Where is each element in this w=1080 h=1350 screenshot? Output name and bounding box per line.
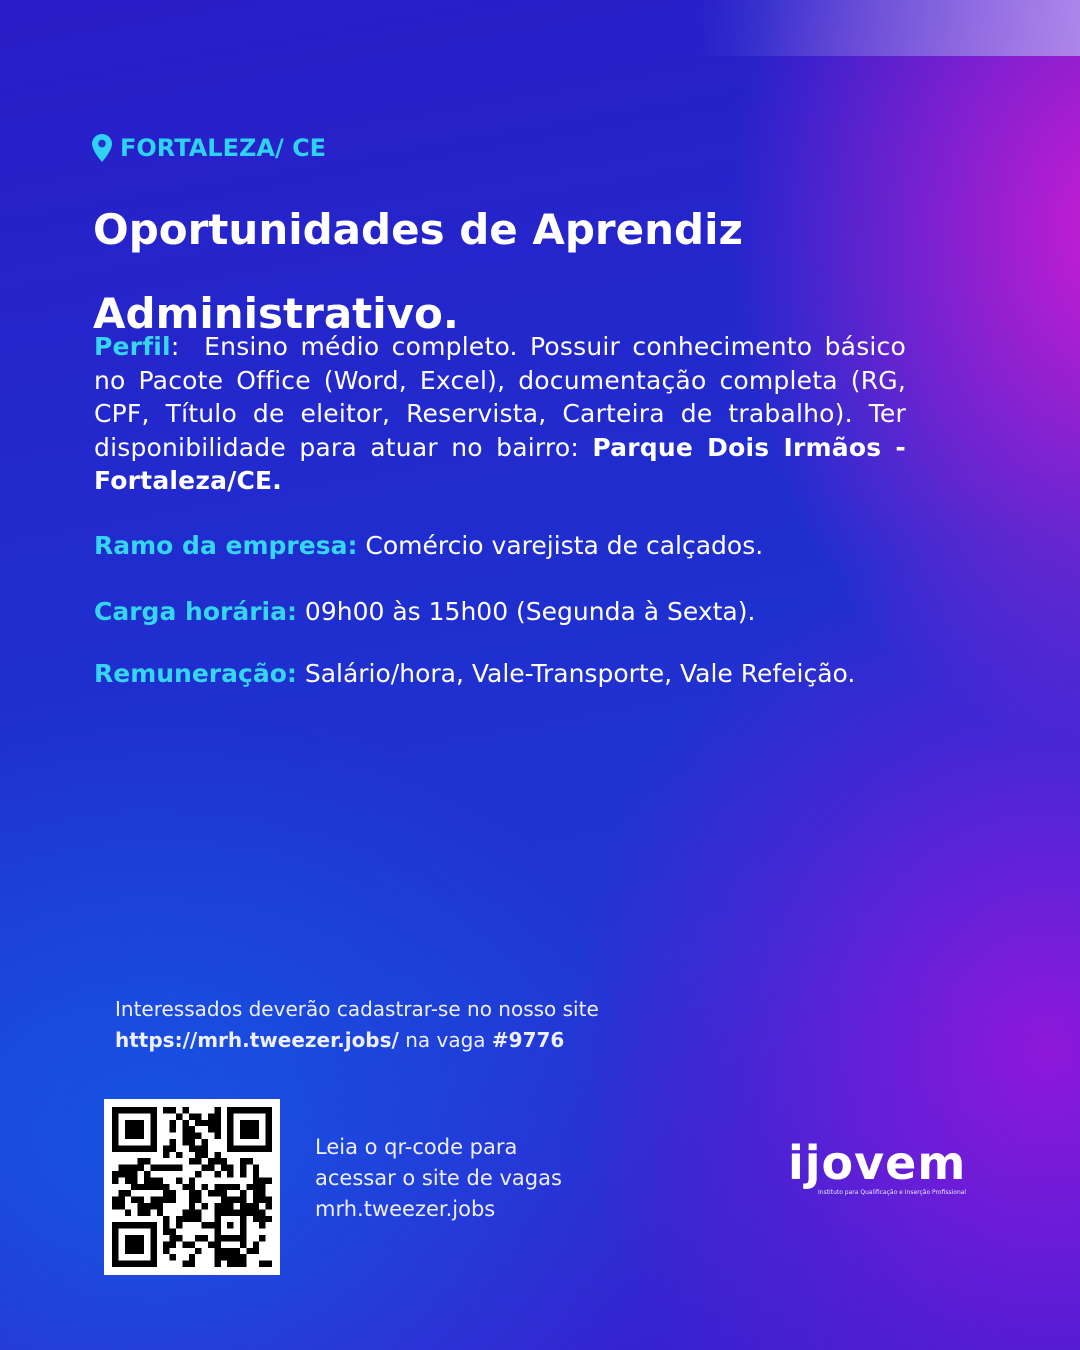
remuneracao-label: Remuneração: <box>94 659 297 688</box>
carga-value: 09h00 às 15h00 (Segunda à Sexta). <box>304 597 756 626</box>
qr-code[interactable] <box>104 1099 280 1275</box>
perfil-separator: : <box>170 332 180 361</box>
cta-block <box>115 994 599 1056</box>
qr-instructions <box>315 1132 562 1225</box>
title-line-2: Administrativo. <box>93 289 459 338</box>
qr-code-pattern <box>112 1107 272 1267</box>
remuneracao-line <box>94 659 855 688</box>
qr-line-3: mrh.tweezer.jobs <box>315 1197 496 1221</box>
logo-wordmark: ijovem <box>788 1136 967 1190</box>
location-tag <box>92 134 326 162</box>
ramo-label: Ramo da empresa: <box>94 531 358 560</box>
ramo-value: Comércio varejista de calçados. <box>365 531 764 560</box>
cta-middle: na vaga <box>405 1028 486 1052</box>
qr-line-2: acessar o site de vagas <box>315 1166 562 1190</box>
carga-label: Carga horária: <box>94 597 297 626</box>
remuneracao-value: Salário/hora, Vale-Transporte, Vale Refeição. <box>304 659 856 688</box>
logo-tagline: Instituto para Qualificação e Inserção Profissional <box>818 1189 967 1196</box>
map-pin-icon <box>92 134 112 162</box>
qr-line-1: Leia o qr-code para <box>315 1135 518 1159</box>
cta-line-1: Interessados deverão cadastrar-se no nosso site <box>115 997 599 1021</box>
cta-vaga-code: #9776 <box>491 1028 565 1052</box>
ijovem-logo <box>788 1136 988 1204</box>
carga-line <box>94 597 755 626</box>
top-light-strip <box>700 0 1080 56</box>
location-text: FORTALEZA/ CE <box>120 134 327 162</box>
ramo-line <box>94 531 763 560</box>
perfil-location: Parque Dois Irmãos - Fortaleza/CE. <box>94 432 906 495</box>
perfil-label: Perfil <box>94 332 171 361</box>
perfil-paragraph <box>94 330 906 498</box>
cta-url-link[interactable]: https://mrh.tweezer.jobs/ <box>115 1028 399 1052</box>
title-line-1: Oportunidades de Aprendiz <box>93 205 743 254</box>
perfil-text: Ensino médio completo. Possuir conhecimento básico no Pacote Office (Word, Excel), documentação completa (RG, CPF, Título de eleitor, Reservista, Carteira de trabalho). Ter disponibilidade para atuar no bairro: <box>94 332 906 462</box>
